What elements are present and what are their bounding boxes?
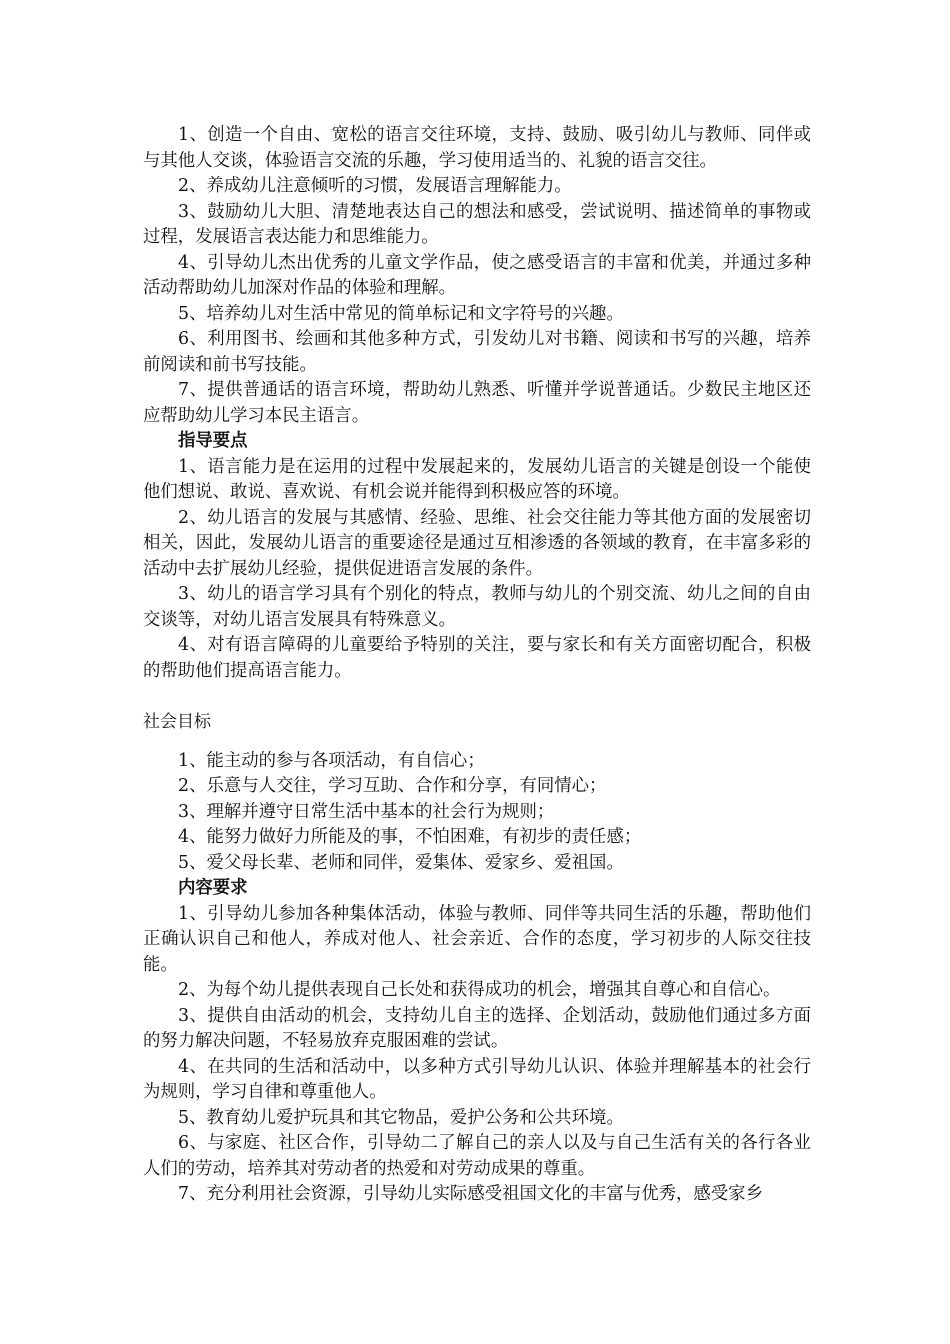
language-goal-7: 7、提供普通话的语言环境，帮助幼儿熟悉、听懂并学说普通话。少数民主地区还应帮助幼儿学习本民主语言。 [143,380,811,426]
social-goal-4: 4、能努力做好力所能及的事，不怕困难，有初步的责任感； [178,827,642,847]
language-goals-list [143,123,811,429]
content-requirements-list [143,902,811,1208]
guidance-item-3: 3、幼儿的语言学习具有个别化的特点，教师与幼儿的个别交流、幼儿之间的自由交谈等，对幼儿语言发展具有特殊意义。 [143,584,811,630]
guidance-heading: 指导要点 [178,431,248,451]
content-item-2: 2、为每个幼儿提供表现自己长处和获得成功的机会，增强其自尊心和自信心。 [178,980,781,1000]
social-goal-1: 1、能主动的参与各项活动，有自信心； [178,750,485,771]
language-goal-1: 1、创造一个自由、宽松的语言交往环境，支持、鼓励、吸引幼儿与教师、同伴或与其他人交谈，体验语言交流的乐趣，学习使用适当的、礼貌的语言交往。 [143,125,811,171]
social-goal-5: 5、爱父母长辈、老师和同伴，爱集体、爱家乡、爱祖国。 [178,852,624,873]
content-item-3: 3、提供自由活动的机会，支持幼儿自主的选择、企划活动，鼓励他们通过多方面的努力解决问题，不轻易放弃克服困难的尝试。 [143,1005,811,1051]
section-spacer [143,684,811,710]
guidance-item-1: 1、语言能力是在运用的过程中发展起来的，发展幼儿语言的关键是创设一个能使他们想说、敢说、喜欢说、有机会说并能得到积极应答的环境。 [143,456,811,502]
social-section-title: 社会目标 [143,712,211,732]
language-goal-5: 5、培养幼儿对生活中常见的简单标记和文字符号的兴趣。 [178,303,624,324]
title-spacer [143,736,811,749]
content-item-1: 1、引导幼儿参加各种集体活动，体验与教师、同伴等共同生活的乐趣，帮助他们正确认识自己和他人，养成对他人、社会亲近、合作的态度，学习初步的人际交往技能。 [143,903,811,975]
content-requirements-heading: 内容要求 [178,878,248,898]
social-goal-3: 3、理解并遵守日常生活中基本的社会行为规则； [178,801,555,822]
content-item-6: 6、与家庭、社区合作，引导幼二了解自己的亲人以及与自己生活有关的各行各业人们的劳动，培养其对劳动者的热爱和对劳动成果的尊重。 [143,1133,811,1179]
language-goal-3: 3、鼓励幼儿大胆、清楚地表达自己的想法和感受，尝试说明、描述简单的事物或过程，发展语言表达能力和思维能力。 [143,201,811,247]
content-item-7: 7、充分利用社会资源，引导幼儿实际感受祖国文化的丰富与优秀，感受家乡 [178,1184,763,1204]
content-item-5: 5、教育幼儿爱护玩具和其它物品，爱护公务和公共环境。 [178,1107,624,1128]
language-goal-6: 6、利用图书、绘画和其他多种方式，引发幼儿对书籍、阅读和书写的兴趣，培养前阅读和前书写技能。 [143,329,811,375]
social-goals-list [143,749,811,877]
guidance-item-4: 4、对有语言障碍的儿童要给予特别的关注，要与家长和有关方面密切配合，积极的帮助他们提高语言能力。 [143,635,811,681]
document-body [143,123,811,1208]
guidance-item-2: 2、幼儿语言的发展与其感情、经验、思维、社会交往能力等其他方面的发展密切相关，因此，发展幼儿语言的重要途径是通过互相渗透的各领域的教育，在丰富多彩的活动中去扩展幼儿经验，提供促进语言发展的条件。 [143,507,811,579]
social-goal-2: 2、乐意与人交往，学习互助、合作和分享，有同情心； [178,776,607,796]
language-goal-4: 4、引导幼儿杰出优秀的儿童文学作品，使之感受语言的丰富和优美，并通过多种活动帮助幼儿加深对作品的体验和理解。 [143,252,811,298]
content-item-4: 4、在共同的生活和活动中，以多种方式引导幼儿认识、体验并理解基本的社会行为规则，学习自律和尊重他人。 [143,1056,811,1102]
language-goal-2: 2、养成幼儿注意倾听的习惯，发展语言理解能力。 [178,176,572,196]
guidance-list [143,455,811,685]
